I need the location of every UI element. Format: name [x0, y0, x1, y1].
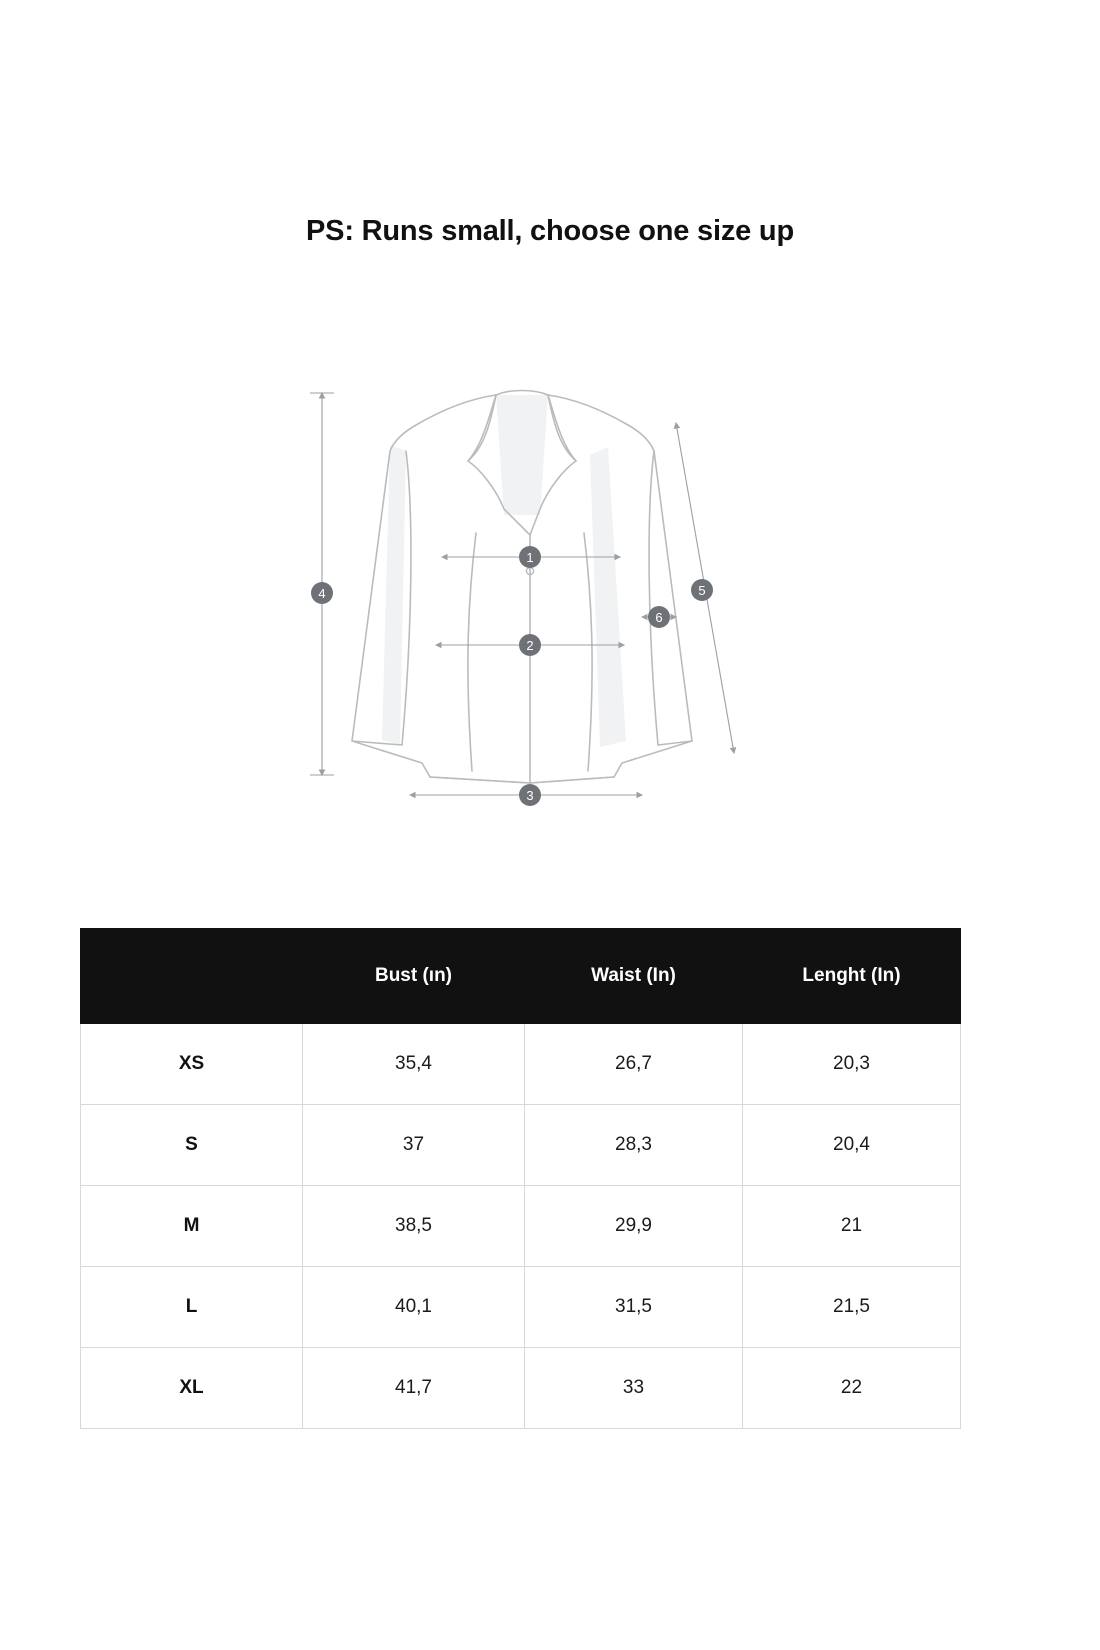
callout-3-hem: [519, 784, 541, 806]
size-label-xs: XS: [81, 1024, 303, 1105]
svg-text:2: 2: [526, 638, 534, 653]
page-title: PS: Runs small, choose one size up: [306, 215, 794, 247]
svg-text:1: 1: [526, 550, 534, 565]
table-corner-cell: [81, 929, 303, 1024]
cell-s-waist: 28,3: [525, 1105, 743, 1186]
column-header-length: Lenght (In): [743, 929, 961, 1024]
table-row: [81, 1348, 961, 1429]
svg-text:3: 3: [526, 788, 534, 803]
cell-s-bust: 37: [303, 1105, 525, 1186]
callout-1-bust: [519, 546, 541, 568]
size-label-m: M: [81, 1186, 303, 1267]
table-row: [81, 1105, 961, 1186]
size-label-xl: XL: [81, 1348, 303, 1429]
cell-xs-bust: 35,4: [303, 1024, 525, 1105]
size-label-l: L: [81, 1267, 303, 1348]
cell-s-length: 20,4: [743, 1105, 961, 1186]
cell-l-length: 21,5: [743, 1267, 961, 1348]
column-header-bust: Bust (ın): [303, 929, 525, 1024]
size-label-s: S: [81, 1105, 303, 1186]
callout-6-sleeve-opening: [648, 606, 670, 628]
cell-m-bust: 38,5: [303, 1186, 525, 1267]
cell-xs-waist: 26,7: [525, 1024, 743, 1105]
cell-l-waist: 31,5: [525, 1267, 743, 1348]
callout-2-waist: [519, 634, 541, 656]
cell-xl-length: 22: [743, 1348, 961, 1429]
column-header-waist: Waist (In): [525, 929, 743, 1024]
size-chart-table: [80, 928, 961, 1429]
cell-xl-bust: 41,7: [303, 1348, 525, 1429]
blazer-measurement-diagram: [290, 385, 770, 825]
callout-4-length: [311, 582, 333, 604]
table-row: [81, 1024, 961, 1105]
jacket-shading: [382, 395, 626, 747]
cell-xs-length: 20,3: [743, 1024, 961, 1105]
table-header-row: [81, 929, 961, 1024]
cell-xl-waist: 33: [525, 1348, 743, 1429]
cell-m-length: 21: [743, 1186, 961, 1267]
svg-text:4: 4: [318, 586, 326, 601]
svg-text:5: 5: [698, 583, 706, 598]
svg-text:6: 6: [655, 610, 663, 625]
cell-m-waist: 29,9: [525, 1186, 743, 1267]
size-chart-table-wrapper: [80, 928, 960, 1429]
table-row: [81, 1267, 961, 1348]
cell-l-bust: 40,1: [303, 1267, 525, 1348]
callout-5-sleeve-length: [691, 579, 713, 601]
table-row: [81, 1186, 961, 1267]
